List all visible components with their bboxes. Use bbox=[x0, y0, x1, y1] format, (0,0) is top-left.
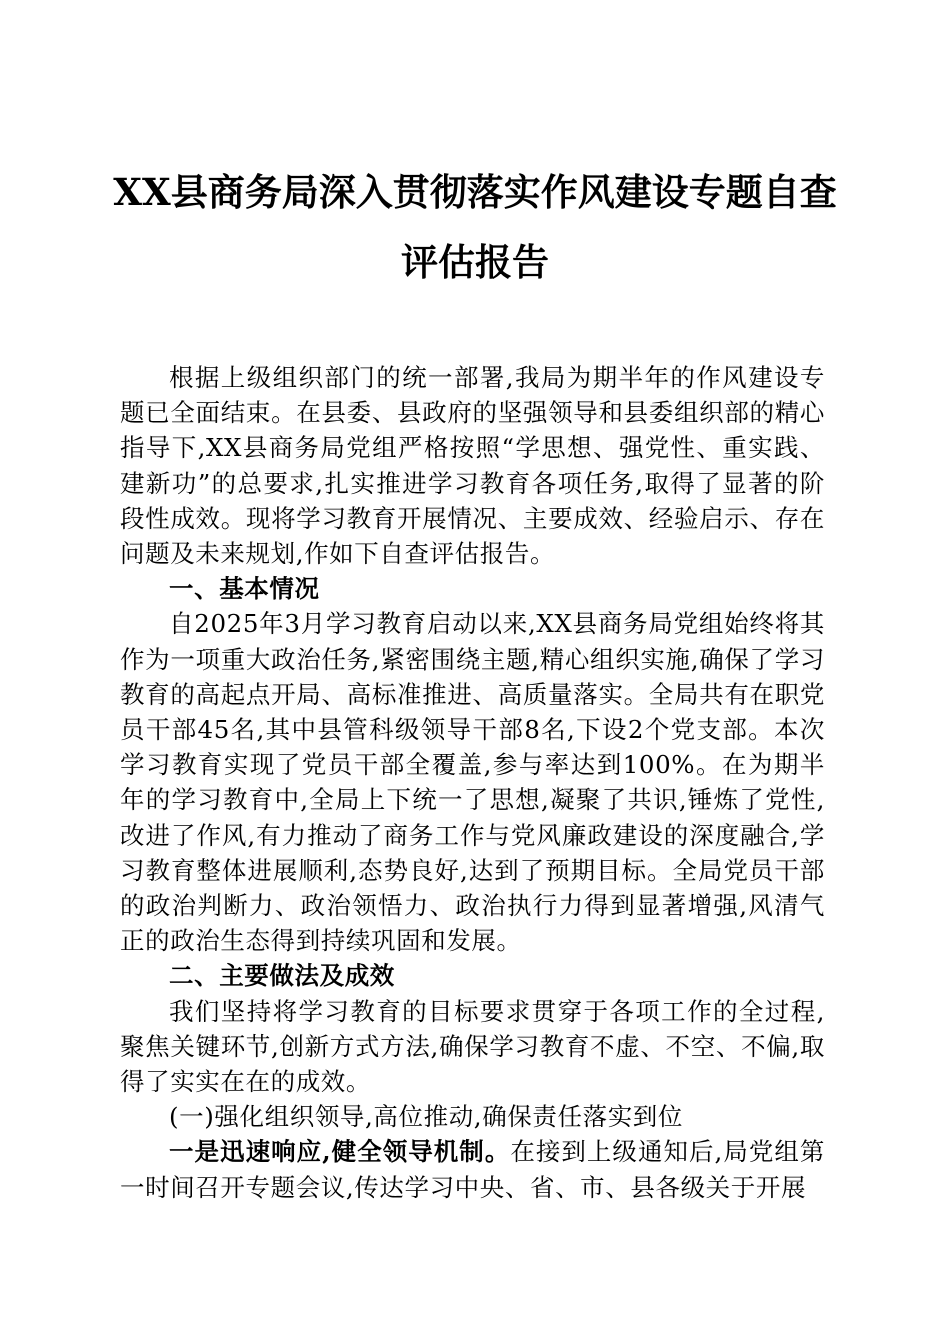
main-practices-paragraph: 我们坚持将学习教育的目标要求贯穿于各项工作的全过程,聚焦关键环节,创新方式方法,确保学习教育不虚、不空、不偏,取得了实实在在的成效。 bbox=[120, 996, 825, 1097]
leadership-paragraph-lead: 一是迅速响应,健全领导机制。 bbox=[169, 1137, 511, 1167]
basic-situation-paragraph: 自2025年3月学习教育启动以来,XX县商务局党组始终将其作为一项重大政治任务,紧密围绕主题,精心组织实施,确保了学习教育的高起点开局、高标准推进、高质量落实。全局共有在职党员干部45名,其中县管科级领导干部8名,下设2个党支部。本次学习教育实现了党员干部全覆盖,参与率达到100%。在为期半年的学习教育中,全局上下统一了思想,凝聚了共识,锤炼了党性,改进了作风,有力推动了商务工作与党风廉政建设的深度融合,学习教育整体进展顺利,态势良好,达到了预期目标。全局党员干部的政治判断力、政治领悟力、政治执行力得到显著增强,风清气正的政治生态得到持续巩固和发展。 bbox=[120, 609, 825, 956]
document-title-line-2: 评估报告 bbox=[401, 240, 549, 284]
subsection-heading-leadership: (一)强化组织领导,高位推动,确保责任落实到位 bbox=[169, 1102, 683, 1132]
section-heading-basic-situation: 一、基本情况 bbox=[169, 574, 320, 604]
section-heading-main-practices: 二、主要做法及成效 bbox=[169, 961, 395, 991]
document-title-line-1: XX县商务局深入贯彻落实作风建设专题自查 bbox=[113, 170, 837, 214]
intro-paragraph: 根据上级组织部门的统一部署,我局为期半年的作风建设专题已全面结束。在县委、县政府的坚强领导和县委组织部的精心指导下,XX县商务局党组严格按照“学思想、强党性、重实践、建新功”的总要求,扎实推进学习教育各项任务,取得了显著的阶段性成效。现将学习教育开展情况、主要成效、经验启示、存在问题及未来规划,作如下自查评估报告。 bbox=[120, 363, 825, 569]
document-body bbox=[120, 360, 825, 1205]
leadership-paragraph-text: 在接到上级通知后,局党组第一时间召开专题会议,传达学习中央、省、市、县各级关于开展 bbox=[120, 1137, 825, 1202]
leadership-paragraph bbox=[120, 1134, 825, 1204]
